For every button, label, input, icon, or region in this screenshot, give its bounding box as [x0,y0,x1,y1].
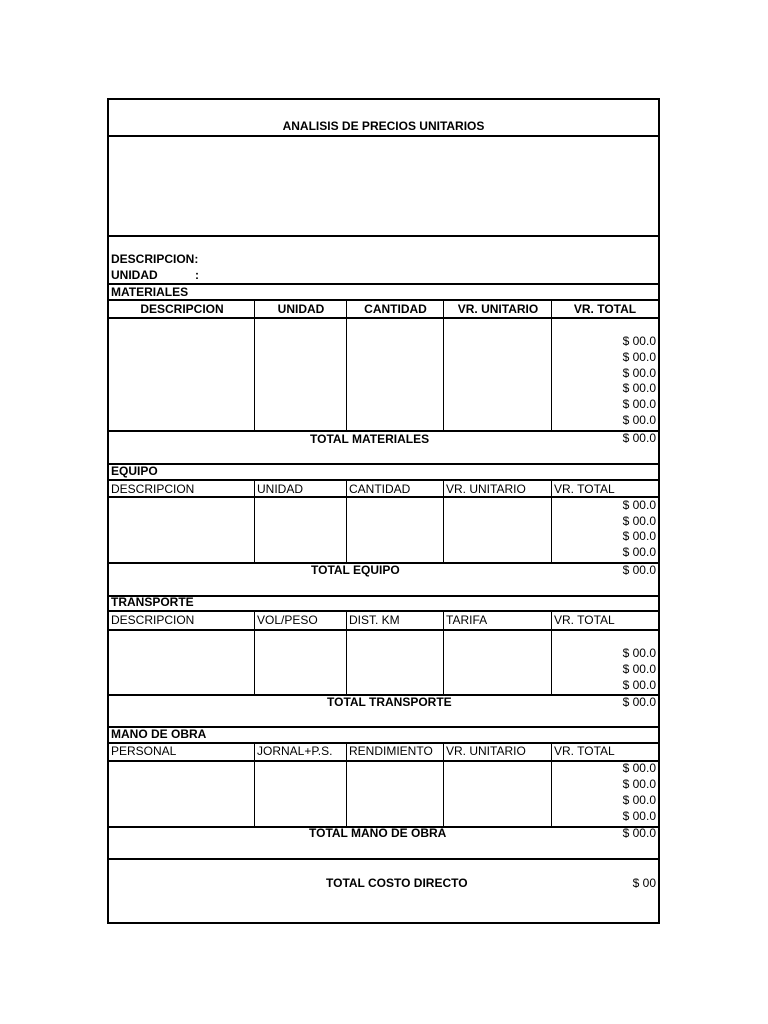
transporte-value: $ 00.0 [622,646,656,660]
total-materiales-value: $ 00.0 [622,431,656,445]
mano-de-obra-value: $ 00.0 [622,793,656,807]
column-divider [254,610,255,695]
divider [109,299,658,301]
divider [109,135,658,137]
materiales-value: $ 00.0 [622,413,656,427]
materiales-section-label: MATERIALES [111,285,189,299]
equipo-value: $ 00.0 [622,498,656,512]
column-divider [551,479,552,563]
divider [109,610,658,612]
divider [109,629,658,631]
column-divider [551,610,552,695]
total-costo-directo-label: TOTAL COSTO DIRECTO [326,876,468,890]
total-materiales-label: TOTAL MATERIALES [310,432,430,446]
divider [109,283,658,285]
mano-de-obra-value: $ 00.0 [622,761,656,775]
column-divider [346,479,347,563]
column-divider [551,299,552,431]
mano-de-obra-value: $ 00.0 [622,777,656,791]
transporte-value: $ 00.0 [622,662,656,676]
divider [109,317,658,319]
unidad-colon: : [195,268,199,282]
column-divider [551,742,552,827]
equipo-value: $ 00.0 [622,514,656,528]
transporte-col-tarifa: TARIFA [446,613,488,627]
page-title: ANALISIS DE PRECIOS UNITARIOS [282,119,485,133]
mano-de-obra-value: $ 00.0 [622,809,656,823]
total-costo-directo-value: $ 00 [632,876,656,890]
equipo-value: $ 00.0 [622,545,656,559]
column-divider [346,299,347,431]
materiales-col-vr-total: VR. TOTAL [573,302,637,316]
unidad-label: UNIDAD [111,268,158,282]
transporte-col-descripcion: DESCRIPCION [111,613,195,627]
transporte-col-vr-total: VR. TOTAL [554,613,615,627]
price-analysis-sheet [107,98,660,924]
descripcion-label: DESCRIPCION: [111,252,199,266]
equipo-col-vr-total: VR. TOTAL [554,482,615,496]
divider [109,463,658,465]
equipo-col-cantidad: CANTIDAD [349,482,411,496]
divider [109,235,658,237]
transporte-col-dist-km: DIST. KM [349,613,400,627]
column-divider [443,479,444,563]
equipo-col-vr-unitario: VR. UNITARIO [446,482,526,496]
mano-de-obra-col-jornal: JORNAL+P.S. [257,744,333,758]
divider [109,479,658,481]
materiales-value: $ 00.0 [622,350,656,364]
mano-de-obra-col-rendimiento: RENDIMIENTO [349,744,433,758]
column-divider [346,610,347,695]
equipo-section-label: EQUIPO [111,464,158,478]
transporte-col-vol-peso: VOL/PESO [257,613,318,627]
column-divider [254,479,255,563]
column-divider [254,299,255,431]
total-equipo-label: TOTAL EQUIPO [311,563,400,577]
column-divider [443,299,444,431]
equipo-value: $ 00.0 [622,529,656,543]
transporte-section-label: TRANSPORTE [111,595,194,609]
column-divider [443,610,444,695]
total-mano-de-obra-value: $ 00.0 [622,826,656,840]
column-divider [443,742,444,827]
transporte-value: $ 00.0 [622,678,656,692]
materiales-value: $ 00.0 [622,366,656,380]
divider [109,858,658,860]
total-mano-de-obra-label: TOTAL MANO DE OBRA [309,826,447,840]
mano-de-obra-section-label: MANO DE OBRA [111,727,207,741]
mano-de-obra-col-vr-unitario: VR. UNITARIO [446,744,526,758]
materiales-col-descripcion: DESCRIPCION [140,302,224,316]
total-equipo-value: $ 00.0 [622,563,656,577]
materiales-col-vr-unitario: VR. UNITARIO [457,302,539,316]
mano-de-obra-col-personal: PERSONAL [111,744,177,758]
total-transporte-value: $ 00.0 [622,695,656,709]
total-transporte-label: TOTAL TRANSPORTE [327,695,452,709]
column-divider [254,742,255,827]
column-divider [346,742,347,827]
materiales-col-unidad: UNIDAD [277,302,325,316]
mano-de-obra-col-vr-total: VR. TOTAL [554,744,615,758]
equipo-col-unidad: UNIDAD [257,482,304,496]
materiales-value: $ 00.0 [622,381,656,395]
materiales-value: $ 00.0 [622,397,656,411]
equipo-col-descripcion: DESCRIPCION [111,482,195,496]
materiales-col-cantidad: CANTIDAD [364,302,427,316]
materiales-value: $ 00.0 [622,334,656,348]
